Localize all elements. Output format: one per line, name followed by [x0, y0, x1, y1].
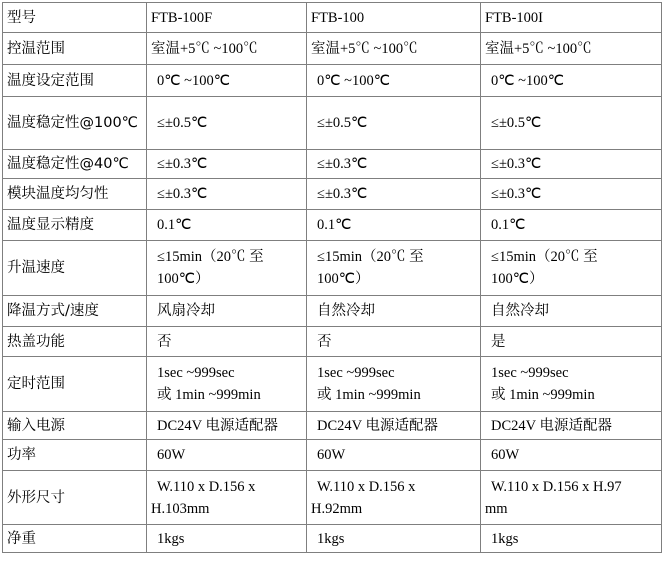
table-row	[3, 179, 662, 210]
table-row	[3, 296, 662, 327]
row-label: 模块温度均匀性	[3, 179, 147, 210]
table-row	[3, 327, 662, 357]
cell-line: mm	[485, 500, 508, 517]
table-row	[3, 440, 662, 471]
cell-value: 0℃ ~100℃	[147, 65, 307, 97]
cell-line: 1sec ~999sec	[491, 365, 569, 381]
cell-value: 0.1℃	[307, 210, 481, 241]
cell-line: W.110 x D.156 x	[157, 478, 256, 495]
table-row	[3, 97, 662, 150]
row-label: 输入电源	[3, 412, 147, 440]
cell-value: 0℃ ~100℃	[307, 65, 481, 97]
cell-line: ≤15min（20℃ 至	[157, 249, 264, 265]
cell-value	[481, 357, 662, 412]
cell-value: ≤±0.5℃	[147, 97, 307, 150]
cell-value: 自然冷却	[481, 296, 662, 327]
cell-value: 否	[147, 327, 307, 357]
row-label: 温度稳定性@40℃	[3, 150, 147, 179]
cell-line: 100℃）	[157, 271, 210, 287]
cell-value: 风扇冷却	[147, 296, 307, 327]
cell-value	[307, 241, 481, 296]
cell-line: H.103mm	[151, 500, 210, 517]
table-row	[3, 525, 662, 553]
row-label: 温度设定范围	[3, 65, 147, 97]
row-label: 定时范围	[3, 357, 147, 412]
cell-value: 自然冷却	[307, 296, 481, 327]
row-label: 功率	[3, 440, 147, 471]
cell-value	[307, 357, 481, 412]
cell-value	[481, 471, 662, 525]
cell-value: 1kgs	[147, 525, 307, 553]
table-row	[3, 241, 662, 296]
cell-line: ≤15min（20℃ 至	[317, 249, 424, 265]
cell-value: DC24V 电源适配器	[147, 412, 307, 440]
cell-value: DC24V 电源适配器	[481, 412, 662, 440]
cell-value: 0.1℃	[481, 210, 662, 241]
spec-table	[2, 2, 662, 553]
row-label: 温度稳定性@100℃	[3, 97, 147, 150]
table-row	[3, 357, 662, 412]
cell-value: ≤±0.3℃	[307, 150, 481, 179]
cell-value: ≤±0.3℃	[147, 150, 307, 179]
row-label: 升温速度	[3, 241, 147, 296]
cell-line: 1sec ~999sec	[157, 365, 235, 381]
cell-value	[481, 241, 662, 296]
cell-line: W.110 x D.156 x H.97	[491, 478, 622, 495]
cell-line: 或 1min ~999min	[317, 387, 421, 403]
cell-line: H.92mm	[311, 500, 363, 517]
cell-value: ≤±0.3℃	[481, 150, 662, 179]
cell-line: 100℃）	[317, 271, 370, 287]
cell-value: 室温+5℃ ~100℃	[481, 33, 662, 65]
table-row	[3, 412, 662, 440]
cell-line: 或 1min ~999min	[157, 387, 261, 403]
model-name: FTB-100F	[147, 3, 307, 33]
cell-value: ≤±0.3℃	[481, 179, 662, 210]
cell-line: ≤15min（20℃ 至	[491, 249, 598, 265]
cell-value: DC24V 电源适配器	[307, 412, 481, 440]
model-name: FTB-100	[307, 3, 481, 33]
cell-value: 1kgs	[307, 525, 481, 553]
row-label: 热盖功能	[3, 327, 147, 357]
table-row	[3, 65, 662, 97]
cell-value: 0℃ ~100℃	[481, 65, 662, 97]
cell-value: ≤±0.5℃	[307, 97, 481, 150]
header-label: 型号	[3, 3, 147, 33]
model-name: FTB-100I	[481, 3, 662, 33]
cell-value: 60W	[147, 440, 307, 471]
table-row	[3, 471, 662, 525]
cell-value	[307, 471, 481, 525]
table-row	[3, 33, 662, 65]
cell-line: 或 1min ~999min	[491, 387, 595, 403]
row-label: 控温范围	[3, 33, 147, 65]
cell-value: ≤±0.3℃	[307, 179, 481, 210]
table-row	[3, 150, 662, 179]
table-header-row	[3, 3, 662, 33]
cell-value: 60W	[481, 440, 662, 471]
cell-line: W.110 x D.156 x	[317, 478, 416, 495]
cell-value: 0.1℃	[147, 210, 307, 241]
cell-value: ≤±0.3℃	[147, 179, 307, 210]
row-label: 外形尺寸	[3, 471, 147, 525]
row-label: 降温方式/速度	[3, 296, 147, 327]
cell-value	[147, 357, 307, 412]
cell-value: 1kgs	[481, 525, 662, 553]
cell-line: 100℃）	[491, 271, 544, 287]
cell-value	[147, 241, 307, 296]
cell-value: 是	[481, 327, 662, 357]
cell-value: 60W	[307, 440, 481, 471]
cell-line: 1sec ~999sec	[317, 365, 395, 381]
table-row	[3, 210, 662, 241]
cell-value: 室温+5℃ ~100℃	[147, 33, 307, 65]
cell-value	[147, 471, 307, 525]
row-label: 温度显示精度	[3, 210, 147, 241]
row-label: 净重	[3, 525, 147, 553]
cell-value: ≤±0.5℃	[481, 97, 662, 150]
cell-value: 否	[307, 327, 481, 357]
cell-value: 室温+5℃ ~100℃	[307, 33, 481, 65]
